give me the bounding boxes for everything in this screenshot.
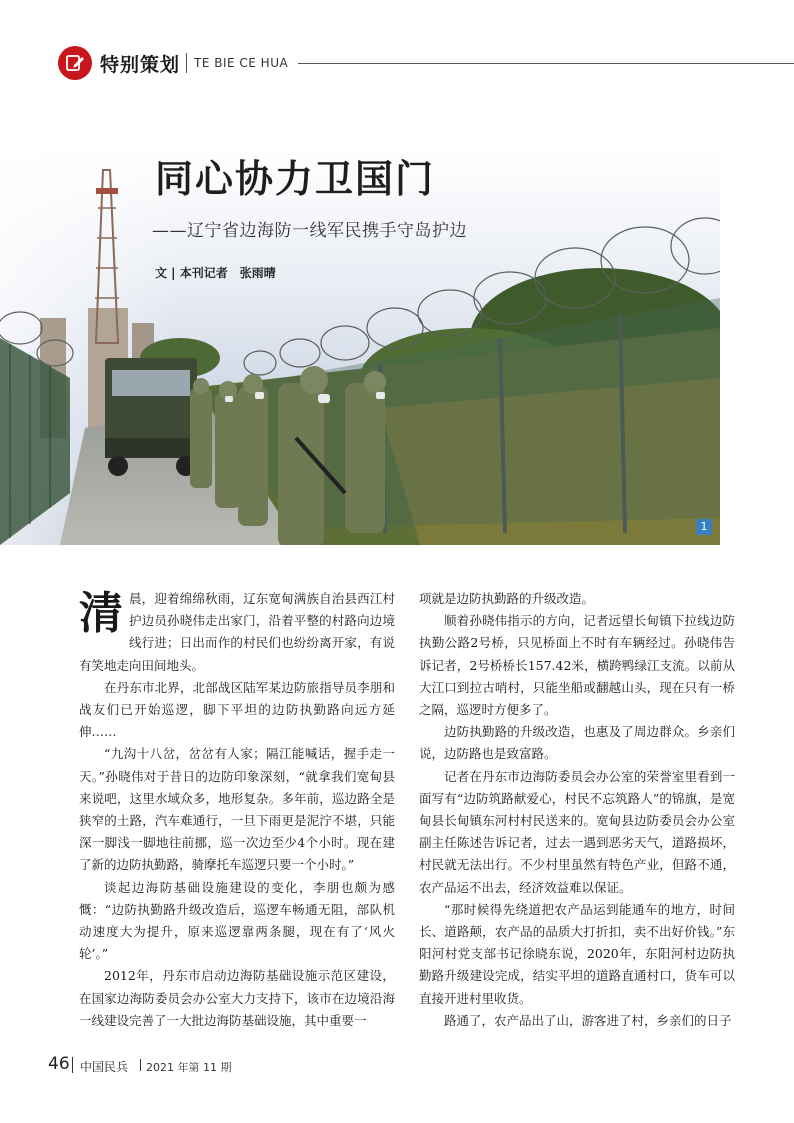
body-paragraph: 记者在丹东市边海防委员会办公室的荣誉室里看到一面写有“边防筑路献爱心，村民不忘筑路人”的锦旗，是宽甸县长甸镇东河村村民送来的。宽甸县边防委员会办公室副主任陈述告诉记者，过去一遇到恶劣天气，道路损坏，村民就无法出行。不少村里虽然有特色产业，但路不通，农产品运不出去，经济效益难以保证。 <box>419 768 735 895</box>
footer-divider <box>140 1059 141 1071</box>
body-paragraph: 在丹东市北界，北部战区陆军某边防旅指导员李朋和战友们已开始巡逻，脚下平坦的边防执勤路向远方延伸…… <box>79 679 395 740</box>
section-title-en: TE BIE CE HUA <box>194 56 289 70</box>
footer-divider <box>72 1057 73 1073</box>
body-paragraph: 路通了，农产品出了山，游客进了村，乡亲们的日子 <box>444 1012 732 1028</box>
body-paragraph: 项就是边防执勤路的升级改造。 <box>419 591 595 606</box>
issue-label: 2021 年第 11 期 <box>146 1061 232 1074</box>
body-column-right <box>419 588 735 1032</box>
article-title: 同心协力卫国门 <box>155 157 436 201</box>
dropcap: 清 <box>79 588 123 639</box>
body-paragraph: 顺着孙晓伟指示的方向，记者远望长甸镇下拉线边防执勤公路2号桥，只见桥面上不时有车辆经过。孙晓伟告诉记者，2号桥桥长157.42米，横跨鸭绿江支流。以前从大江口到拉古哨村，只能坐船或翻越山头，现在只有一桥之隔，巡逻时方便多了。 <box>419 613 735 718</box>
body-paragraph: “那时候得先绕道把农产品运到能通车的地方，时间长、道路颠，农产品的品质大打折扣，卖不出好价钱。”东阳河村党支部书记徐晓东说，2020年，东阳河村边防执勤路升级建设完成，结实平坦的道路直通村口，货车可以直接开进村里收货。 <box>419 901 735 1006</box>
byline-prefix: 文 | 本刊记者 <box>155 266 228 280</box>
body-paragraph: 谈起边海防基础设施建设的变化，李朋也颇为感慨：“边防执勤路升级改造后，巡逻车畅通无阻，部队机动速度大为提升，原来巡逻靠两条腿，现在有了‘风火轮’。” <box>79 879 395 962</box>
body-paragraph: 清晨，迎着绵绵秋雨，辽东宽甸满族自治县西江村护边员孙晓伟走出家门，沿着平整的村路向边境线行进；日出而作的村民们也纷纷离开家，有说有笑地走向田间地头。 <box>79 588 395 673</box>
header-rule <box>298 63 794 64</box>
magazine-name: 中国民兵 <box>80 1060 129 1074</box>
page-number: 46 <box>48 1054 70 1074</box>
article-subtitle: ——辽宁省边海防一线军民携手守岛护边 <box>152 221 467 241</box>
body-column-left <box>79 588 395 1032</box>
photo-number-badge: 1 <box>696 519 712 535</box>
border-patrol-photo <box>0 148 720 545</box>
byline-name: 张雨晴 <box>239 266 276 280</box>
body-paragraph: 2012年，丹东市启动边海防基础设施示范区建设，在国家边海防委员会办公室大力支持下，该市在边境沿海一线建设完善了一大批边海防基础设施，其中重要一 <box>79 968 395 1028</box>
body-paragraph: “九沟十八岔，岔岔有人家；隔江能喊话，握手走一天。”孙晓伟对于昔日的边防印象深刻，“就拿我们宽甸县来说吧，这里水域众多，地形复杂。多年前，巡边路全是狭窄的土路，汽车难通行，一旦下雨更是泥泞不堪，只能深一脚浅一脚地往前挪，巡一次边至少4个小时。现在建了新的边防执勤路，骑摩托车巡逻只要一个小时。” <box>79 746 395 873</box>
body-paragraph: 边防执勤路的升级改造，也惠及了周边群众。乡亲们说，边防路也是致富路。 <box>419 724 735 762</box>
header-divider <box>186 53 187 73</box>
edit-icon <box>58 46 92 80</box>
hero-photo <box>0 148 720 545</box>
article-byline <box>155 264 276 281</box>
section-title: 特别策划 <box>100 54 181 76</box>
section-header <box>58 44 794 84</box>
